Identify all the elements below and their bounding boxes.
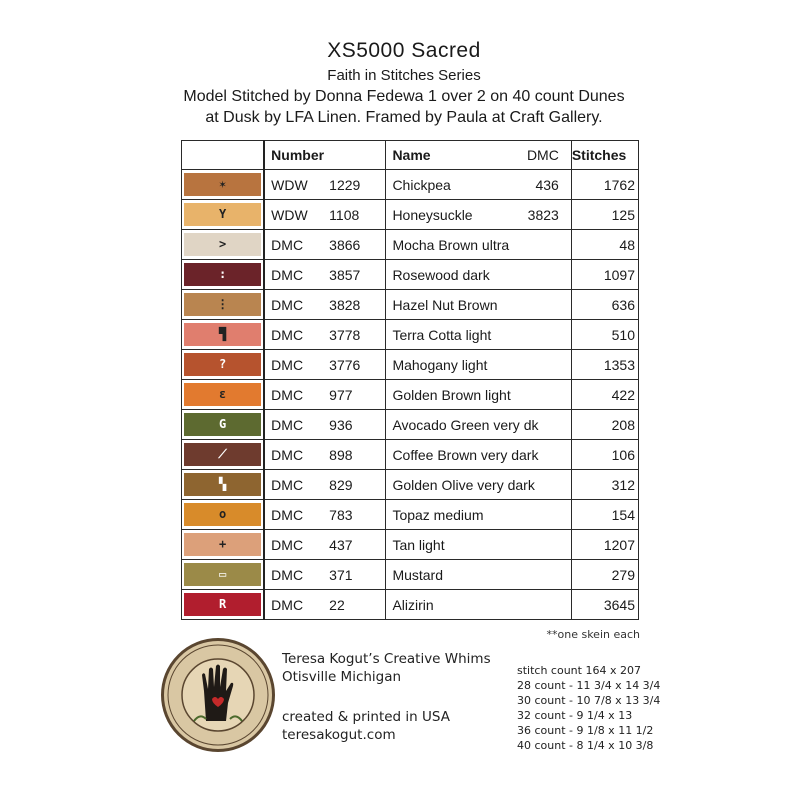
- floss-name-cell: [386, 320, 571, 350]
- floss-name: Chickpea: [392, 176, 451, 193]
- symbol-cell: [182, 290, 265, 320]
- floss-name-cell: [386, 290, 571, 320]
- stitches-cell: [571, 260, 638, 290]
- floss-brand: WDW: [271, 176, 308, 193]
- color-swatch: ▜: [184, 323, 261, 346]
- color-swatch: ⋮: [184, 293, 261, 316]
- fabric-count-list: [517, 663, 660, 753]
- stitches-cell: [571, 200, 638, 230]
- table-row: [182, 500, 639, 530]
- floss-number-cell: [264, 590, 386, 620]
- floss-code: 898: [329, 446, 353, 463]
- floss-code: 3778: [329, 326, 361, 343]
- stitches-cell: [571, 560, 638, 590]
- floss-code: 1108: [329, 206, 360, 223]
- symbol-cell: [182, 500, 265, 530]
- floss-code: 3857: [329, 266, 361, 283]
- floss-name: Alizirin: [392, 596, 434, 613]
- symbol-cell: [182, 560, 265, 590]
- floss-number-cell: [264, 440, 386, 470]
- fabric-count-line: 40 count - 8 1/4 x 10 3/8: [517, 739, 654, 752]
- stitches-cell: [571, 170, 638, 200]
- floss-number-cell: [264, 470, 386, 500]
- table-body: [182, 170, 639, 620]
- floss-code: 3828: [329, 296, 361, 313]
- stitches-cell: [571, 230, 638, 260]
- printed-note: created & printed in USA: [282, 709, 450, 725]
- fabric-count-line: 36 count - 9 1/8 x 11 1/2: [517, 724, 654, 737]
- table-row: [182, 410, 639, 440]
- stitch-count: 106: [611, 446, 635, 463]
- number-header: Number: [264, 141, 386, 170]
- stitches-cell: [571, 470, 638, 500]
- symbol-cell: [182, 170, 265, 200]
- stitch-count: 1097: [603, 266, 635, 283]
- stitch-count: 208: [611, 416, 635, 433]
- floss-brand: DMC: [271, 416, 304, 433]
- description-line-2: at Dusk by LFA Linen. Framed by Paula at Craft Gallery.: [205, 109, 603, 126]
- floss-name-cell: [386, 380, 571, 410]
- floss-name-cell: [386, 560, 571, 590]
- stitches-cell: [571, 380, 638, 410]
- floss-name: Topaz medium: [392, 506, 484, 523]
- floss-number-cell: [264, 410, 386, 440]
- floss-brand: DMC: [271, 506, 304, 523]
- symbol-cell: [182, 230, 265, 260]
- floss-name: Mustard: [392, 566, 444, 583]
- floss-name-cell: [386, 200, 571, 230]
- symbol-cell: [182, 440, 265, 470]
- table-row: [182, 260, 639, 290]
- table-row: [182, 380, 639, 410]
- floss-number-cell: [264, 260, 386, 290]
- floss-code: 783: [329, 506, 353, 523]
- symbol-cell: [182, 320, 265, 350]
- table-row: [182, 230, 639, 260]
- floss-brand: DMC: [271, 236, 304, 253]
- floss-number-cell: [264, 170, 386, 200]
- symbol-cell: [182, 350, 265, 380]
- table-row: [182, 350, 639, 380]
- floss-number-cell: [264, 320, 386, 350]
- stitch-count: 279: [611, 566, 635, 583]
- floss-number-cell: [264, 350, 386, 380]
- stitch-count: 1762: [603, 176, 635, 193]
- color-swatch: G: [184, 413, 261, 436]
- floss-code: 3776: [329, 356, 361, 373]
- designer-name: Teresa Kogut’s Creative Whims: [282, 651, 491, 667]
- stitches-cell: [571, 320, 638, 350]
- color-swatch: >: [184, 233, 261, 256]
- symbol-cell: [182, 590, 265, 620]
- color-swatch: ✶: [184, 173, 261, 196]
- floss-brand: DMC: [271, 266, 304, 283]
- floss-brand: DMC: [271, 356, 304, 373]
- description-line-1: Model Stitched by Donna Fedewa 1 over 2 on 40 count Dunes: [183, 88, 625, 105]
- color-swatch: ▭: [184, 563, 261, 586]
- floss-name: Tan light: [392, 536, 445, 553]
- color-swatch: R: [184, 593, 261, 616]
- floss-brand: WDW: [271, 206, 308, 223]
- floss-code: 437: [329, 536, 353, 553]
- symbol-cell: [182, 380, 265, 410]
- designer-info: [282, 650, 491, 744]
- table-row: [182, 170, 639, 200]
- pattern-title: XS5000 Sacred: [327, 39, 481, 62]
- stitches-header: Stitches: [571, 141, 638, 170]
- floss-name: Golden Olive very dark: [392, 476, 535, 493]
- floss-number-cell: [264, 200, 386, 230]
- symbol-cell: [182, 470, 265, 500]
- floss-name: Terra Cotta light: [392, 326, 492, 343]
- stitch-count: 422: [611, 386, 635, 403]
- color-swatch: ɛ: [184, 383, 261, 406]
- creative-whims-logo: [161, 638, 275, 752]
- floss-brand: DMC: [271, 326, 304, 343]
- stitch-count: 636: [611, 296, 635, 313]
- floss-code: 977: [329, 386, 353, 403]
- floss-name-cell: [386, 350, 571, 380]
- color-swatch: ▚: [184, 473, 261, 496]
- table-row: [182, 200, 639, 230]
- floss-name: Hazel Nut Brown: [392, 296, 498, 313]
- floss-name: Mahogany light: [392, 356, 488, 373]
- floss-number-cell: [264, 380, 386, 410]
- dmc-equivalent: 436: [535, 176, 559, 193]
- floss-key-table: [181, 140, 639, 620]
- website-link[interactable]: teresakogut.com: [282, 727, 396, 743]
- floss-brand: DMC: [271, 386, 304, 403]
- fabric-count-line: 32 count - 9 1/4 x 13: [517, 709, 633, 722]
- fabric-count-line: stitch count 164 x 207: [517, 664, 641, 677]
- floss-name-cell: [386, 260, 571, 290]
- color-swatch: Y: [184, 203, 261, 226]
- floss-brand: DMC: [271, 296, 304, 313]
- floss-number-cell: [264, 500, 386, 530]
- floss-brand: DMC: [271, 596, 304, 613]
- floss-code: 829: [329, 476, 353, 493]
- symbol-header: [182, 141, 265, 170]
- fabric-count-line: 30 count - 10 7/8 x 13 3/4: [517, 694, 661, 707]
- stitch-count: 312: [611, 476, 635, 493]
- symbol-cell: [182, 200, 265, 230]
- color-swatch: ?: [184, 353, 261, 376]
- table-row: [182, 530, 639, 560]
- table-row: [182, 320, 639, 350]
- floss-name: Coffee Brown very dark: [392, 446, 539, 463]
- skein-note: **one skein each: [546, 628, 640, 641]
- floss-code: 371: [329, 566, 353, 583]
- color-swatch: :: [184, 263, 261, 286]
- table-header-row: [182, 141, 639, 170]
- floss-name: Honeysuckle: [392, 206, 473, 223]
- dmc-equivalent: 3823: [527, 206, 559, 223]
- stitch-count: 1207: [603, 536, 635, 553]
- series-subtitle: Faith in Stitches Series: [327, 67, 481, 84]
- table-row: [182, 290, 639, 320]
- floss-name: Rosewood dark: [392, 266, 490, 283]
- name-header: Name DMC: [386, 141, 571, 170]
- floss-code: 22: [329, 596, 345, 613]
- floss-name: Mocha Brown ultra: [392, 236, 510, 253]
- floss-name-cell: [386, 170, 571, 200]
- stitches-cell: [571, 440, 638, 470]
- floss-brand: DMC: [271, 476, 304, 493]
- color-swatch: ⟋: [184, 443, 261, 466]
- stitch-count: 3645: [603, 596, 635, 613]
- symbol-cell: [182, 410, 265, 440]
- stitch-count: 48: [619, 236, 635, 253]
- header: [0, 38, 808, 128]
- logo-hand-icon: [164, 641, 272, 749]
- stitch-count: 125: [611, 206, 635, 223]
- floss-number-cell: [264, 530, 386, 560]
- floss-name-cell: [386, 410, 571, 440]
- stitches-cell: [571, 290, 638, 320]
- floss-number-cell: [264, 230, 386, 260]
- stitches-cell: [571, 350, 638, 380]
- symbol-cell: [182, 530, 265, 560]
- table-row: [182, 590, 639, 620]
- symbol-cell: [182, 260, 265, 290]
- floss-name-cell: [386, 500, 571, 530]
- table-row: [182, 560, 639, 590]
- floss-name: Avocado Green very dk: [392, 416, 539, 433]
- table-row: [182, 470, 639, 500]
- floss-brand: DMC: [271, 566, 304, 583]
- floss-name: Golden Brown light: [392, 386, 511, 403]
- floss-code: 1229: [329, 176, 361, 193]
- stitch-count: 1353: [603, 356, 635, 373]
- floss-name-cell: [386, 470, 571, 500]
- table-row: [182, 440, 639, 470]
- designer-location: Otisville Michigan: [282, 669, 402, 685]
- color-swatch: o: [184, 503, 261, 526]
- color-swatch: +: [184, 533, 261, 556]
- stitch-count: 154: [611, 506, 635, 523]
- stitch-count: 510: [611, 326, 635, 343]
- floss-brand: DMC: [271, 446, 304, 463]
- floss-number-cell: [264, 560, 386, 590]
- fabric-count-line: 28 count - 11 3/4 x 14 3/4: [517, 679, 661, 692]
- floss-code: 936: [329, 416, 353, 433]
- floss-name-cell: [386, 440, 571, 470]
- stitches-cell: [571, 530, 638, 560]
- floss-name-cell: [386, 230, 571, 260]
- floss-name-cell: [386, 590, 571, 620]
- stitches-cell: [571, 500, 638, 530]
- floss-number-cell: [264, 290, 386, 320]
- stitches-cell: [571, 410, 638, 440]
- stitches-cell: [571, 590, 638, 620]
- floss-brand: DMC: [271, 536, 304, 553]
- floss-code: 3866: [329, 236, 361, 253]
- floss-name-cell: [386, 530, 571, 560]
